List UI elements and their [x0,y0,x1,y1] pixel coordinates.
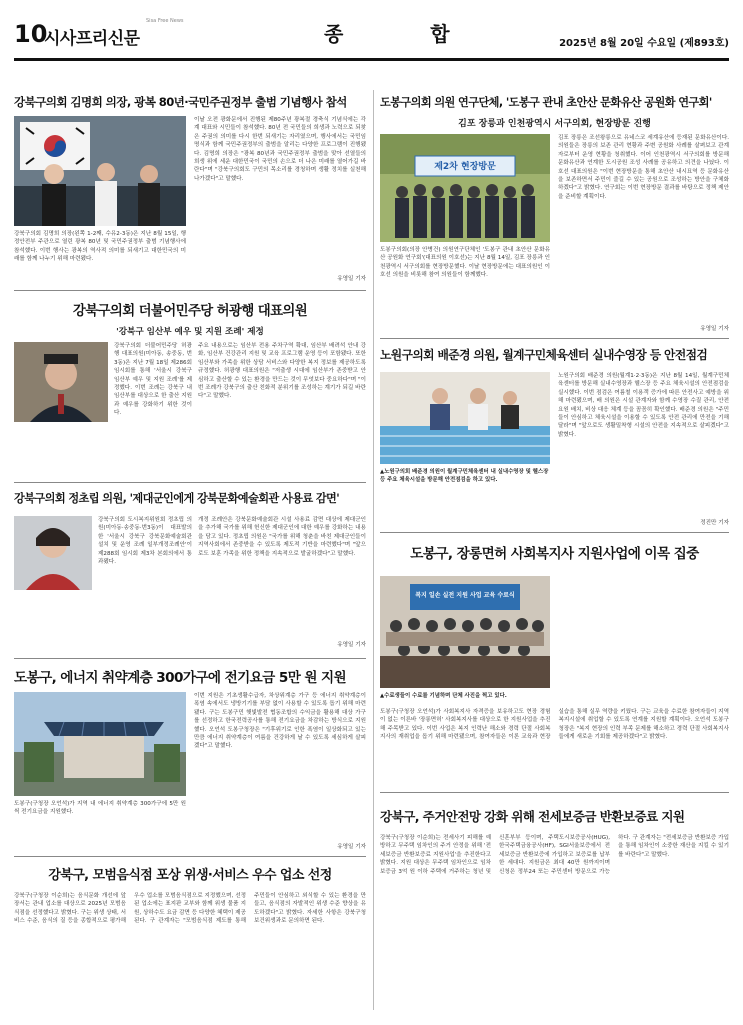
paper-name: 시사프리신문 [44,29,140,49]
headline: 강북구의회 김명희 의장, 광복 80년·국민주권정부 출범 기념행사 참석 [14,95,347,109]
article-body: 도봉구(구청장 오언석)가 사회복지사 자격증을 보유하고도 현장 경험이 없는 이른바 '장롱면허' 사회복지사를 대상으로 한 지원사업을 추진해 주목받고 있다. 이번 사업은 복지 인력난 해소와 경력 단절 사회복지사의 재취업을 돕기 위해 마련됐으며, 참여자들은 이론 교육과 현장 실습을 통해 실무 역량을 키웠다. 구는 교육을 수료한 참여자들이 지역 복지시설에 취업할 수 있도록 연계를 지원할 계획이다. 오언석 도봉구청장은 "복지 현장의 인력 부족 문제를 해소하고 경력 단절 사회복지사들에게 새로운 기회를 제공하겠다"고 밝혔다. [380,709,729,741]
column-divider [373,90,374,1010]
article-body: 강북구(구청장 이순희)는 전세사기 피해를 예방하고 무주택 임차인의 주거 안정을 위해 '전세보증금 반환보증료 지원사업'을 추진한다고 밝혔다. 지원 대상은 무주택 임차인으로 임차보증금 3억 원 이하 주택에 거주하는 청년 및 신혼부부 등이며, 주택도시보증공사(HUG), 한국주택금융공사(HF), SGI서울보증에서 전세보증금 반환보증에 가입하고 보증료를 납부한 세대다. 지원금은 최대 40만 원까지이며 신청은 정부24 또는 주민센터 방문으로 가능하다. 구 관계자는 "전세보증금 반환보증 가입을 통해 임차인이 소중한 재산을 지킬 수 있기를 바란다"고 말했다. [380,835,729,875]
section-divider [14,482,366,483]
section-divider [380,338,729,339]
photo-caption: 강북구의회 김명희 의장(왼쪽 1-2째, 수유2-3동)은 지난 8월 15일, 행정안전부 주관으로 열린 광복 80년 및 국민주권정부 출범 기념행사에 참석했다. 이번 행사는 광복의 역사적 의미를 되새기고 대한민국의 미래를 함께 나누기 위해 마련됐다. [14,231,186,263]
article-dobong-research [380,94,729,334]
article-body: 이날 오전 광화문에서 진행된 제80주년 광복절 경축식 기념식에는 각계 대표와 시민들이 참석했다. 80년 전 국민들의 희생과 노력으로 되찾은 주권의 의미를 다시 한번 되새기는 자리였으며, 행사에서는 국민임명식과 함께 국민주권정부의 출범을 알리는 다양한 프로그램이 진행됐다. 김명희 의장은 "광복 80년과 국민주권정부 출범을 맞아 선열들의 희생 위에 세운 대한민국이 국민의 손으로 더 나은 미래를 열어가길 바란다"며 "강북구의회도 구민의 목소리를 경청하며 생활 정치를 실천해 나가겠다"고 말했다. [194,117,366,182]
masthead-rule [14,58,729,61]
byline: 유영일 기자 [700,326,729,332]
photo-caption: ▲노원구의회 배준경 의원이 월계구민체육센터 내 실내수영장 및 헬스장 등 주요 체육시설을 방문해 안전점검을 하고 있다. [380,469,549,483]
article-body: 주요 내용으로는 임산부 전용 주차구역 확대, 임산부 배려석 안내 강화, 임산부 건강관리 지원 및 교육 프로그램 운영 등이 포함됐다. 또한 임산부와 가족을 위한 상담 서비스와 다양한 복지 정보를 제공하도록 규정했다. 허광행 대표의원은 "저출생 시대에 임산부가 존중받고 안심하고 출산할 수 있는 환경을 만드는 것이 무엇보다 중요하다"며 "이번 조례가 강북구의 출산 친화적 분위기를 조성하는 계기가 되길 바란다"고 말했다. [198,343,366,400]
subhead: 김포 장릉과 인천광역시 서구의회, 현장방문 진행 [458,119,651,129]
article-kim-myeonghee [14,94,366,284]
portrait-image [14,516,92,590]
headline: 노원구의회 배준경 의원, 월계구민체육센터 실내수영장 등 안전점검 [380,348,708,362]
paper-tagline: Sisa Free News [146,18,184,24]
section-divider [14,658,366,659]
article-jung-chorip [14,490,366,652]
subhead: '강북구 임산부 예우 및 지원 조례' 제정 [116,327,264,337]
article-model-restaurant [14,864,366,1014]
photo-sign-text: 제2차 현장방문 [434,162,496,172]
photo-solar-building [14,692,186,796]
photo-flag-ceremony [14,116,186,226]
article-lead: 강북구의회 도시복지위원회 정초립 의원(미아동·송중동·번3동)이 대표발의한 '서울시 강북구 강북문화예술회관 설치 및 운영 조례 일부개정조례안'이 제288회 임시회 제3차 본회의에서 통과됐다. [98,517,192,566]
article-body: 노원구의회 배준경 의원(월계1·2·3동)은 지난 8월 14일, 월계구민체육센터를 방문해 실내수영장과 헬스장 등 주요 체육시설의 안전점검을 실시했다. 이번 점검은 여름철 이용객 증가에 따른 안전사고 예방을 위해 마련됐으며, 배 의원은 시설 관계자와 함께 수영장 수질 관리, 안전요원 배치, 비상 대응 체계 등을 꼼꼼히 확인했다. 배준경 의원은 "주민들이 안심하고 체육시설을 이용할 수 있도록 안전 관리에 만전을 기해 달라"며 "앞으로도 생활밀착형 시설의 안전을 지속적으로 살피겠다"고 밝혔다. [558,373,729,438]
section-divider [380,792,729,793]
byline: 유영일 기자 [337,276,366,282]
byline: 유영일 기자 [337,642,366,648]
article-lead: 강북구의회 더불어민주당 허광행 대표의원(미아동, 송중동, 번3동)은 지난 7월 18일 제286회 임시회를 통해 '서울시 강북구 임산부 예우 및 지원 조례'를 제정했다. 이번 조례는 강북구 내 임산부를 대상으로 한 출산 지원과 예우를 강화하기 위한 것이다. [114,343,192,417]
article-huh-kwanghaeng [14,300,366,480]
solar-panel-image [14,692,186,796]
pool-inspection-image [380,372,550,464]
photo-caption: 도봉구의회(의장 안병건) 의원연구단체인 '도봉구 관내 초안산 문화유산 공원화 연구회'(대표의원 이호선)는 지난 8월 14일, 김포 장릉과 인천광역시 서구의회를 현장방문했다. 이날 현장방문에는 대표의원인 이호선 의원을 비롯해 참여 의원들이 함께했다. [380,247,550,279]
photo-site-visit [380,134,550,242]
byline: 유영일 기자 [337,844,366,850]
article-deposit-guarantee [380,806,729,1014]
headline: 강북구의회 정초립 의원, '제대군인에게 강북문화예술회관 사용료 감면' [14,492,340,505]
headline: 도봉구의회 의원 연구단체, '도봉구 관내 초안산 문화유산 공원화 연구회' [380,96,712,109]
issue-date: 2025년 8월 20일 수요일 (제893호) [559,38,729,49]
article-body: 이번 지원은 기초생활수급자, 차상위계층 가구 등 에너지 취약계층이 폭염 속에서도 냉방기기를 부담 없이 사용할 수 있도록 돕기 위해 마련됐다. 구는 도봉구민 햇빛발전 협동조합의 수익금을 활용해 대상 가구를 선정하고 한국전력공사를 통해 전기요금을 차감하는 방식으로 지원했다. 오언석 도봉구청장은 "기후위기로 인한 폭염이 일상화되고 있는 만큼 에너지 취약계층이 여름을 건강하게 날 수 있도록 세심하게 살피겠다"고 말했다. [194,693,366,750]
section-divider [14,290,366,291]
headline: 도봉구, 에너지 취약계층 300가구에 전기요금 5만 원 지원 [14,670,347,686]
page-number: 10 [14,20,48,48]
photo-caption: 도봉구(구청장 오언석)가 지역 내 에너지 취약계층 300가구에 5만 원씩 전기요금을 지원했다. [14,801,186,816]
article-energy-support [14,666,366,852]
article-body: 김포 장릉은 조선왕릉으로 유네스코 세계유산에 등재된 문화유산이다. 의원들은 장릉의 보존 관리 현황과 주변 공원화 사례를 살펴보고 관계자로부터 운영 현황을 청취했다. 이어 인천광역시 서구의회를 방문해 문화유산과 연계한 도시공원 조성 사례를 공유하고 의견을 나눴다. 이호선 대표의원은 "이번 현장방문을 통해 초안산 내시묘역 등 문화유산을 보존하면서 주민이 즐길 수 있는 공원으로 조성하는 방안을 구체화하겠다"고 밝혔다. 연구회는 이번 현장방문 결과를 바탕으로 정책 제안을 준비할 계획이다. [558,135,729,200]
byline: 정진만 기자 [700,520,729,526]
headline: 강북구, 주거안전망 강화 위해 전세보증금 반환보증료 지원 [380,809,685,824]
photo-jung-portrait [14,516,92,590]
portrait-image [14,342,108,422]
flag-ceremony-image [14,116,186,226]
masthead [14,16,729,56]
article-body: 강북구(구청장 이순희)는 음식문화 개선에 앞장서는 관내 업소를 대상으로 2025년 모범음식점을 선정했다고 밝혔다. 구는 위생 상태, 서비스 수준, 음식의 질 등을 종합적으로 평가해 우수 업소를 모범음식점으로 지정했으며, 선정된 업소에는 표지판 교부와 함께 위생 물품 지원, 상하수도 요금 감면 등 다양한 혜택이 제공된다. 구 관계자는 "모범음식점 제도를 통해 주민들이 안심하고 외식할 수 있는 환경을 만들고, 음식점의 자발적인 위생 수준 향상을 유도하겠다"고 밝혔다. 자세한 사항은 강북구청 보건위생과로 문의하면 된다. [14,893,366,925]
section-title: 종 합 [324,22,490,46]
article-body: 개정 조례안은 강북문화예술회관 시설 사용료 감면 대상에 제대군인을 추가해 국가를 위해 헌신한 제대군인에 대한 예우를 강화하는 내용을 담고 있다. 정초립 의원은 "국가를 위해 청춘을 바친 제대군인들이 지역사회에서 존중받을 수 있도록 제도적 기반을 마련했다"며 "앞으로도 보훈 가족을 위한 정책을 지속적으로 발굴하겠다"고 말했다. [198,517,366,557]
group-photo-image [380,134,550,242]
headline: 도봉구, 장롱면허 사회복지사 지원사업에 이목 집중 [410,546,699,562]
photo-banner-text: 복지 일손 실전 지원 사업 교육 수료식 [415,592,515,599]
article-bae-junkyung [380,346,729,526]
section-divider [14,856,366,857]
photo-pool-inspection [380,372,550,464]
photo-graduation [380,576,550,688]
headline: 강북구의회 더불어민주당 허광행 대표의원 [72,304,308,319]
photo-huh-portrait [14,342,108,422]
headline: 강북구, 모범음식점 포상 위생·서비스 우수 업소 선정 [48,868,332,883]
photo-caption: ▲수료생들이 수료를 기념하며 단체 사진을 찍고 있다. [380,693,507,699]
article-social-worker [380,542,729,782]
section-divider [380,532,729,533]
